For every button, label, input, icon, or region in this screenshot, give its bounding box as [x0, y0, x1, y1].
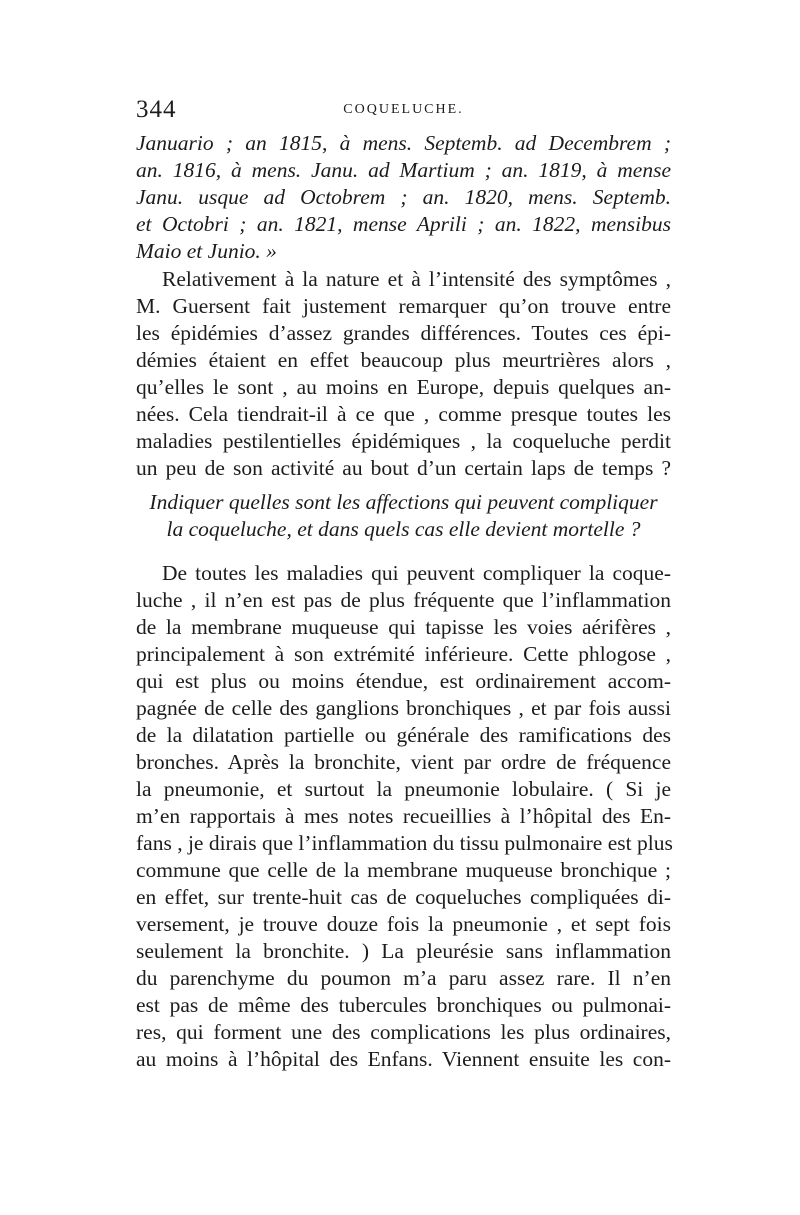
- running-title: COQUELUCHE.: [343, 102, 464, 117]
- paragraph-line: seulement la bronchite. ) La pleurésie sans inflammation: [136, 939, 671, 963]
- paragraph-line: un peu de son activité au bout d’un certain laps de temps ?: [136, 456, 671, 480]
- paragraph-line: au moins à l’hôpital des Enfans. Viennent ensuite les con-: [136, 1047, 671, 1071]
- paragraph-line: De toutes les maladies qui peuvent compliquer la coque-: [162, 561, 671, 585]
- page-header: [136, 96, 671, 122]
- paragraph-line: pagnée de celle des ganglions bronchiques , et par fois aussi: [136, 696, 671, 720]
- paragraph-line: principalement à son extrémité inférieure. Cette phlogose ,: [136, 642, 671, 666]
- continuation-line: Maio et Junio. »: [136, 239, 277, 263]
- paragraph-line: M. Guersent fait justement remarquer qu’on trouve entre: [136, 294, 671, 318]
- paragraph-line: les épidémies d’assez grandes différences. Toutes ces épi-: [136, 321, 671, 345]
- paragraph-line: res, qui forment une des complications les plus ordinaires,: [136, 1020, 671, 1044]
- question-heading-line: Indiquer quelles sont les affections qui peuvent compliquer: [149, 490, 658, 514]
- paragraph-line: de la membrane muqueuse qui tapisse les voies aérifères ,: [136, 615, 671, 639]
- paragraph-line: maladies pestilentielles épidémiques , la coqueluche perdit: [136, 429, 671, 453]
- page-number: 344: [136, 96, 177, 123]
- paragraph-line: nées. Cela tiendrait-il à ce que , comme presque toutes les: [136, 402, 671, 426]
- paragraph-line: qu’elles le sont , au moins en Europe, depuis quelques an-: [136, 375, 671, 399]
- paragraph-line: qui est plus ou moins étendue, est ordinairement accom-: [136, 669, 671, 693]
- paragraph-line: de la dilatation partielle ou générale des ramifications des: [136, 723, 671, 747]
- paragraph-line: du parenchyme du poumon m’a paru assez rare. Il n’en: [136, 966, 671, 990]
- paragraph-line: bronches. Après la bronchite, vient par ordre de fréquence: [136, 750, 671, 774]
- paragraph-line: la pneumonie, et surtout la pneumonie lobulaire. ( Si je: [136, 777, 671, 801]
- continuation-line: Januario ; an 1815, à mens. Septemb. ad Decembrem ;: [136, 131, 671, 155]
- paragraph-line: est pas de même des tubercules bronchiques ou pulmonai-: [136, 993, 671, 1017]
- paragraph-line: démies étaient en effet beaucoup plus meurtrières alors ,: [136, 348, 671, 372]
- paragraph-line: m’en rapportais à mes notes recueillies à l’hôpital des En-: [136, 804, 671, 828]
- paragraph-line: Relativement à la nature et à l’intensité des symptômes ,: [162, 267, 671, 291]
- continuation-line: Janu. usque ad Octobrem ; an. 1820, mens. Septemb.: [136, 185, 671, 209]
- question-heading-line: la coqueluche, et dans quels cas elle devient mortelle ?: [166, 517, 641, 541]
- continuation-line: an. 1816, à mens. Janu. ad Martium ; an. 1819, à mense: [136, 158, 671, 182]
- paragraph-line: fans , je dirais que l’inflammation du tissu pulmonaire est plus: [136, 831, 673, 855]
- paragraph-line: en effet, sur trente-huit cas de coqueluches compliquées di-: [136, 885, 671, 909]
- paragraph-line: luche , il n’en est pas de plus fréquente que l’inflammation: [136, 588, 671, 612]
- paragraph-line: versement, je trouve douze fois la pneumonie , et sept fois: [136, 912, 671, 936]
- paragraph-line: commune que celle de la membrane muqueuse bronchique ;: [136, 858, 671, 882]
- continuation-line: et Octobri ; an. 1821, mense Aprili ; an. 1822, mensibus: [136, 212, 671, 236]
